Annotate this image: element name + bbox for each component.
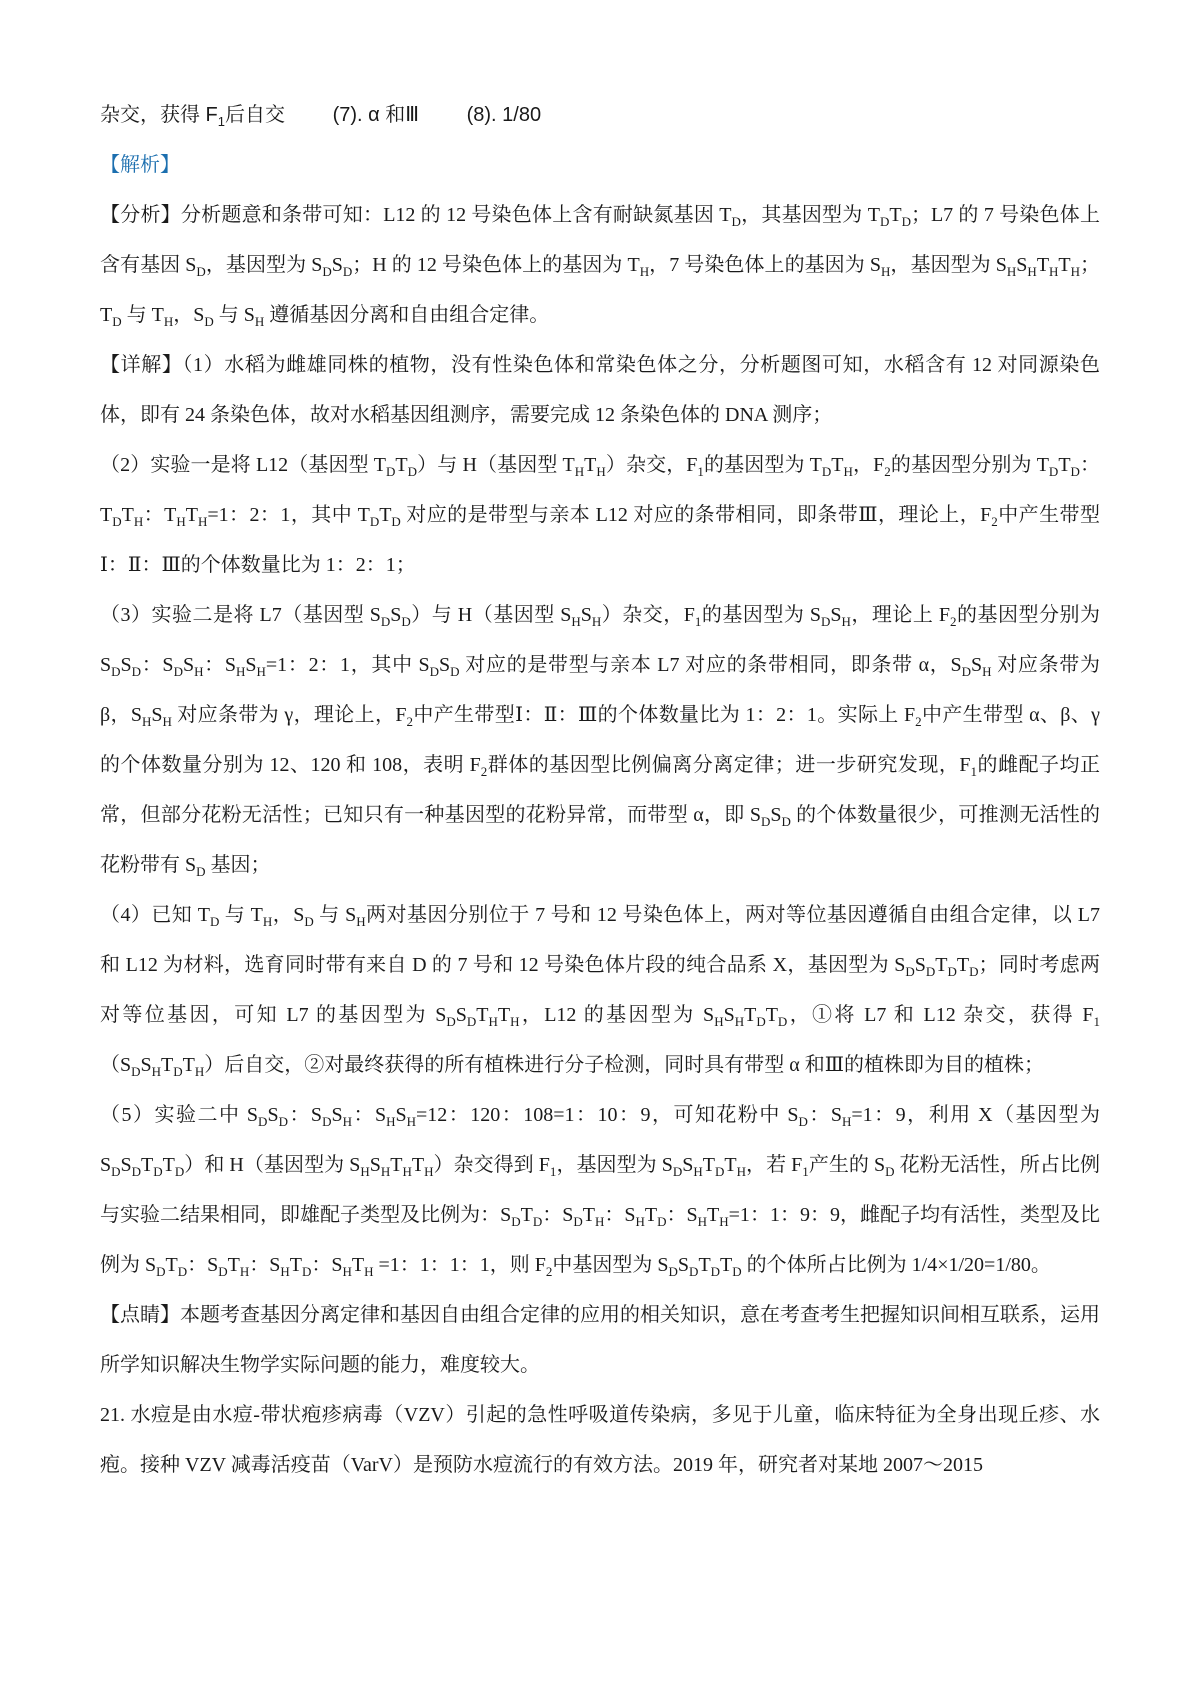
- analysis-section-label: 【解析】: [100, 154, 180, 176]
- summary-paragraph: 【点睛】本题考查基因分离定律和基因自由组合定律的应用的相关知识，意在考查考生把握知识间相互联系，运用所学知识解决生物学实际问题的能力，难度较大。: [100, 1304, 1100, 1376]
- detail-paragraph-3: （3）实验二是将 L7（基因型 $S_DS_D$）与 H（基因型 $S_HS_H$）杂交，$F_1$的基因型为 $S_DS_H$，理论上 $F_2$的基因型分别为 $S_DS_D$：$S_DS_H$：$S_HS_H=1$：2：1，其中 $S_DS_D$ 对应的是带型与亲本 L7 对应的条带相同，即条带 α，$S_DS_H$ 对应条带为 β，$S_HS_H$ 对应条带为 γ，理论上，$F_2$中产生带型Ⅰ：Ⅱ：Ⅲ的个体数量比为 1：2：1。实际上 $F_2$中产生带型 α、β、γ 的个体数量分别为 12、120 和 108，表明 $F_2$群体的基因型比例偏离分离定律；进一步研究发现，$F_1$的雌配子均正常，但部分花粉无活性；已知只有一种基因型的花粉异常，而带型 α，即 $S_DS_D$ 的个体数量很少，可推测无活性的花粉带有 $S_D$ 基因；: [100, 604, 1101, 879]
- detail-paragraph-2: （2）实验一是将 L12（基因型 $T_DT_D$）与 H（基因型 $T_HT_H$）杂交，$F_1$的基因型为 $T_DT_H$，$F_2$的基因型分别为 $T_DT_D$：$T_DT_H$：$T_HT_H=1$：2：1，其中 $T_DT_D$ 对应的是带型与亲本 L12 对应的条带相同，即条带Ⅲ，理论上，$F_2$中产生带型Ⅰ：Ⅱ：Ⅲ的个体数量比为 1：2：1；: [100, 454, 1101, 576]
- question-21-intro: 21. 水痘是由水痘-带状疱疹病毒（VZV）引起的急性呼吸道传染病，多见于儿童，临床特征为全身出现丘疹、水疱。接种 VZV 减毒活疫苗（VarV）是预防水痘流行的有效方法。2019 年，研究者对某地 2007～2015: [100, 1404, 1100, 1476]
- detail-paragraph-1: 【详解】（1）水稻为雌雄同株的植物，没有性染色体和常染色体之分，分析题图可知，水稻含有 12 对同源染色体，即有 24 条染色体，故对水稻基因组测序，需要完成 12 条染色体的 DNA 测序；: [100, 354, 1100, 426]
- answer-continuation-text: 杂交，获得 $F_1$后自交: [100, 104, 286, 129]
- detail-paragraph-5: （5）实验二中 $S_DS_D$：$S_DS_H$：$S_HS_H=12$：120：108=1：10：9，可知花粉中 $S_D$：$S_H=1$：9，利用 X（基因型为 $S_DS_DT_DT_D$）和 H（基因型为 $S_HS_HT_HT_H$）杂交得到 $F_1$，基因型为 $S_DS_HT_DT_H$，若 $F_1$产生的 $S_D$ 花粉无活性，所占比例与实验二结果相同，即雄配子类型及比例为：$S_DT_D$：$S_DT_H$：$S_HT_D$：$S_HT_H=1$：1：9：9，雌配子均有活性，类型及比例为 $S_DT_D$：$S_DT_H$：$S_HT_D$：$S_HT_H =1$：1：1：1，则 $F_2$中基因型为 $S_DS_DT_DT_D$ 的个体所占比例为 1/4×1/20=1/80。: [100, 1104, 1101, 1279]
- answer-line: [100, 90, 1100, 140]
- document-content: [100, 0, 1100, 1490]
- analysis-paragraph: 【分析】分析题意和条带可知：L12 的 12 号染色体上含有耐缺氮基因 $T_D$，其基因型为 $T_DT_D$；L7 的 7 号染色体上含有基因 $S_D$，基因型为 $S_DS_D$；H 的 12 号染色体上的基因为 $T_H$，7 号染色体上的基因为 $S_H$，基因型为 $S_HS_HT_HT_H$；$T_D$ 与 $T_H$，$S_D$ 与 $S_H$ 遵循基因分离和自由组合定律。: [100, 204, 1101, 329]
- answer-blank-7: (7). α 和Ⅲ: [332, 104, 420, 126]
- answer-blank-8: (8). 1/80: [466, 104, 542, 126]
- detail-paragraph-4: （4）已知 $T_D$ 与 $T_H$，$S_D$ 与 $S_H$两对基因分别位于 7 号和 12 号染色体上，两对等位基因遵循自由组合定律，以 L7 和 L12 为材料，选育同时带有来自 D 的 7 号和 12 号染色体片段的纯合品系 X，基因型为 $S_DS_DT_DT_D$；同时考虑两对等位基因，可知 L7 的基因型为 $S_DS_DT_HT_H$，L12 的基因型为 $S_HS_HT_DT_D$，①将 L7 和 L12 杂交，获得 $F_1(S_DS_HT_DT_H)$后自交，②对最终获得的所有植株进行分子检测，同时具有带型 α 和Ⅲ的植株即为目的植株；: [100, 904, 1101, 1079]
